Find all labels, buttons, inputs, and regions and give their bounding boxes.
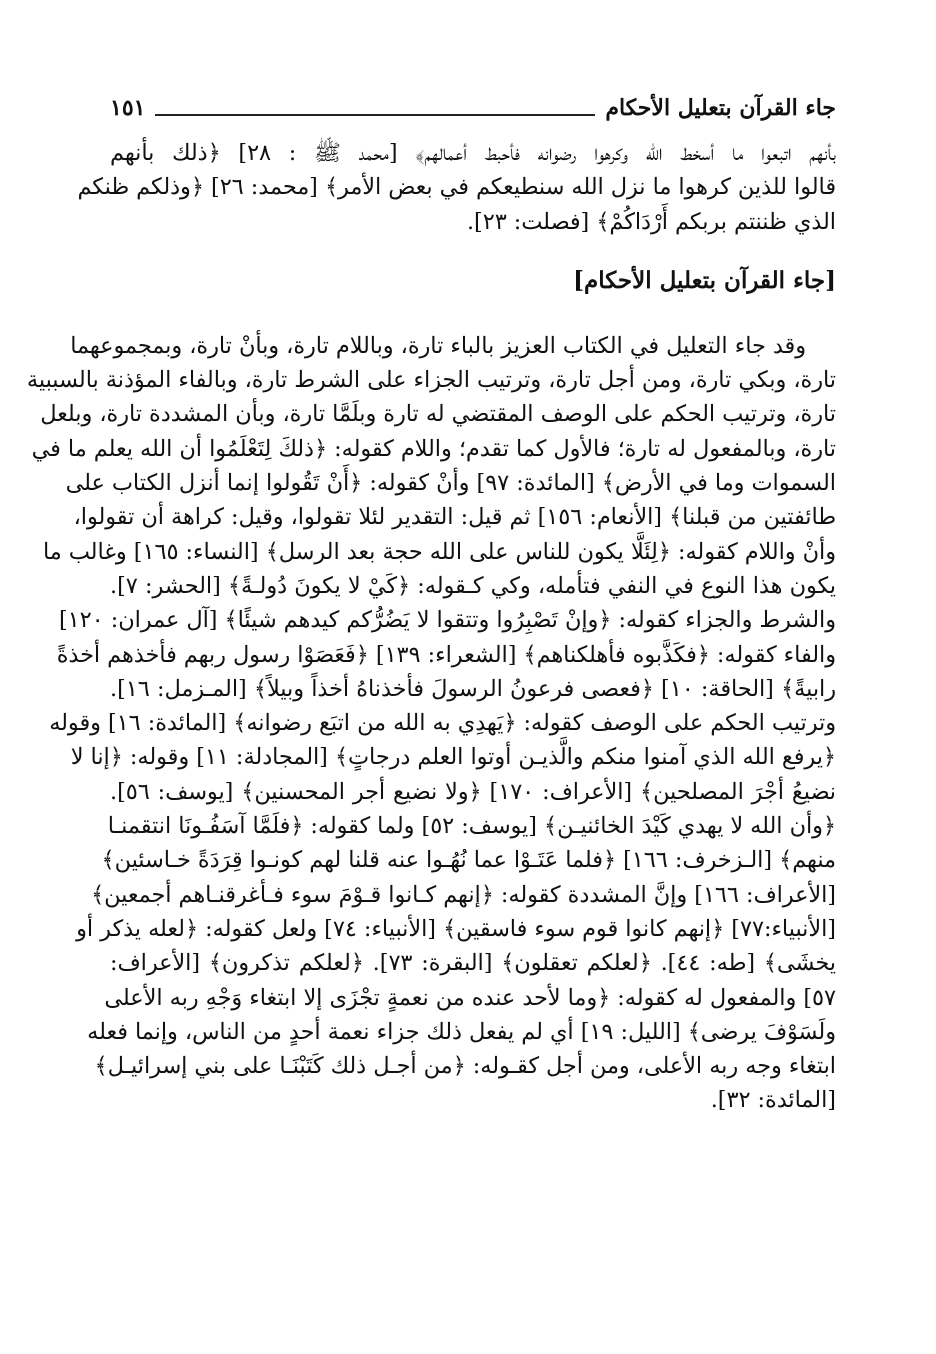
body-line: تارة، وترتيب الحكم على الوصف المقتضي له تارة وبلَمَّا تارة، وبأن المشددة تارة، وبلعل	[40, 401, 836, 428]
body-line: يكون هذا النوع في النفي فتأمله، وكي كـقوله: ﴿كَيْ لا يكونَ دُولـةً﴾ [الحشر: ٧].	[110, 572, 836, 599]
running-header-title: جاء القرآن بتعليل الأحكام	[605, 95, 836, 121]
body-line: تارة، وبالمفعول له تارة؛ فالأول كما تقدم؛ واللام كقوله: ﴿ذلكَ لِتَعْلَمُوا أن الله يعلم ما في	[31, 435, 836, 462]
body-line: ابتغاء وجه ربه الأعلى، ومن أجل كقـوله: ﴿من أجـل ذلك كَتَبْنَـا على بني إسرائيـل﴾	[94, 1053, 836, 1080]
intro-line: بأنهم اتبعوا ما أسخط الله وكرهوا رضوانه فأحبط أعمالهم﴾ [محمد ﷺ : ٢٨] ﴿ذلك بأنهم	[110, 140, 836, 166]
body-line: رابيةً﴾ [الحاقة: ١٠] ﴿فعصى فرعونُ الرسولَ فأخذناهُ أخذاً وبيلاً﴾ [المـزمل: ١٦].	[110, 675, 837, 702]
body-line: وترتيب الحكم على الوصف كقوله: ﴿يَهدِي به الله من اتبَع رضوانه﴾ [المائدة: ١٦] وقوله	[49, 710, 836, 737]
intro-paragraph	[77, 136, 836, 239]
body-line: وقد جاء التعليل في الكتاب العزيز بالباء تارة، وباللام تارة، وبأنْ تارة، وبمجموعهما	[70, 332, 806, 359]
body-line: ٥٧] والمفعول له كقوله: ﴿وما لأحد عنده من نعمةٍ تجْزَى إلا ابتغاء وَجْهِ ربه الأعلى	[104, 984, 836, 1011]
body-line: السموات وما في الأرض﴾ [المائدة: ٩٧] وأنْ كقوله: ﴿أَنْ تَقُولوا إنما أنزل الكتاب على	[65, 470, 836, 497]
body-line: وأنْ واللام كقوله: ﴿لِئَلَّا يكون للناس على الله حجة بعد الرسل﴾ [النساء: ١٦٥] وغالب ما	[42, 538, 836, 565]
intro-line: قالوا للذين كرهوا ما نزل الله سنطيعكم في بعض الأمر﴾ [محمد: ٢٦] ﴿وذلكم ظنكم	[77, 174, 836, 201]
header-rule	[155, 114, 595, 116]
section-heading: [جاء القرآن بتعليل الأحكام]	[573, 266, 836, 294]
body-line: [الأعراف: ١٦٦] وإنَّ المشددة كقوله: ﴿إنهم كـانوا قـوْمَ سوء فـأغرقنـاهم أجمعين﴾	[91, 881, 836, 908]
body-line: والفاء كقوله: ﴿فكَذَّبوه فأهلكناهم﴾ [الشعراء: ١٣٩] ﴿فَعَصَوْا رسول ربهم فأخذهم أخذةً	[56, 641, 836, 668]
body-line: [المائدة: ٣٢].	[710, 1087, 836, 1114]
body-line: نضيعُ أجْرَ المصلحين﴾ [الأعراف: ١٧٠] ﴿ولا نضيع أجر المحسنين﴾ [يوسف: ٥٦].	[110, 778, 836, 805]
intro-line: الذي ظننتم بربكم أَرْدَاكُمْ﴾ [فصلت: ٢٣].	[466, 208, 836, 235]
body-line: تارة، وبكي تارة، ومن أجل تارة، وترتيب الجزاء على الشرط تارة، وبالفاء المؤذنة بالسببية	[26, 367, 836, 394]
body-line: منهم﴾ [الـزخرف: ١٦٦] ﴿فلما عَتَـوْا عما نُهُـوا عنه قلنا لهم كونـوا قِرَدَةً خـاسئين﴾	[101, 847, 836, 874]
body-line: [الأنبياء:٧٧] ﴿إنهم كانوا قوم سوء فاسقين﴾ [الأنبياء: ٧٤] ولعل كقوله: ﴿لعله يذكر أو	[76, 915, 836, 942]
body-line: ﴿وأن الله لا يهدي كَيْدَ الخائنيـن﴾ [يوسف: ٥٢] ولما كقوله: ﴿فلَمَّا آسَفُـونَا انتقمنـا	[107, 813, 836, 840]
body-line: ولَسَوْفَ يرضى﴾ [الليل: ١٩] أي لم يفعل ذلك جزاء نعمة أحدٍ من الناس، وإنما فعله	[87, 1018, 836, 1045]
body-line: يخشَى﴾ [طه: ٤٤]. ﴿لعلكم تعقلون﴾ [البقرة: ٧٣]. ﴿لعلكم تذكرون﴾ [الأعراف:	[110, 950, 836, 977]
body-line: طائفتين من قبلنا﴾ [الأنعام: ١٥٦] ثم قيل: التقدير لئلا تقولوا، وقيل: كراهة أن تقولوا،	[73, 504, 836, 531]
body-line: والشرط والجزاء كقوله: ﴿وإنْ تَصْبِرُوا وتتقوا لا يَضُرُّكم كيدهم شيئًا﴾ [آل عمران: ١٢٠]	[58, 607, 836, 634]
running-header	[110, 88, 836, 128]
body-paragraph	[26, 329, 837, 1118]
body-line: ﴿يرفع الله الذي آمنوا منكم والَّذيـن أوتوا العلم درجاتٍ﴾ [المجادلة: ١١] وقوله: ﴿إنا لا	[70, 744, 836, 771]
page-number: ١٥١	[110, 95, 146, 121]
